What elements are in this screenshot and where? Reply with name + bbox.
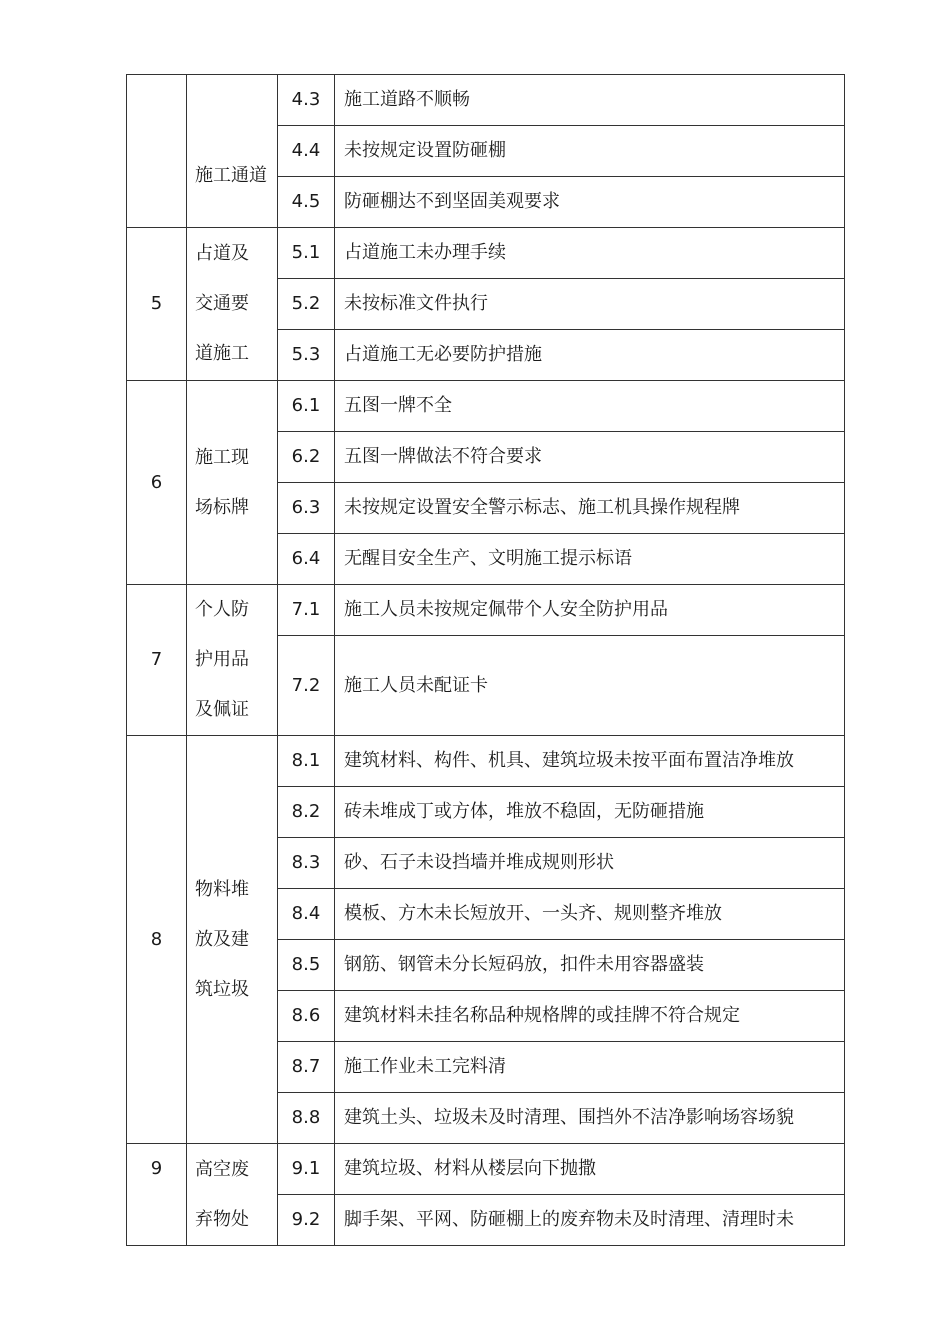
item-text: 砂、石子未设挡墙并堆成规则形状 [335,838,845,889]
inspection-table [126,74,845,1246]
category-text: 占道及交通要道施工 [195,243,249,364]
item-code: 5.2 [278,279,335,330]
group-number: 6 [127,381,187,585]
item-text: 占道施工未办理手续 [335,228,845,279]
group-number: 5 [127,228,187,381]
item-code: 6.2 [278,432,335,483]
item-text: 建筑材料未挂名称品种规格牌的或挂牌不符合规定 [335,991,845,1042]
item-code: 6.1 [278,381,335,432]
group-number: 7 [127,585,187,736]
item-text: 施工作业未工完料清 [335,1042,845,1093]
item-code: 8.2 [278,787,335,838]
item-code: 8.6 [278,991,335,1042]
item-text: 五图一牌做法不符合要求 [335,432,845,483]
item-code: 5.1 [278,228,335,279]
item-text: 施工道路不顺畅 [335,75,845,126]
group-category [187,1144,278,1246]
item-text: 脚手架、平网、防砸棚上的废弃物未及时清理、清理时未 [335,1195,845,1246]
item-code: 6.4 [278,534,335,585]
item-text: 无醒目安全生产、文明施工提示标语 [335,534,845,585]
item-code: 8.4 [278,889,335,940]
category-text: 物料堆放及建筑垃圾 [195,878,249,1000]
item-text: 砖未堆成丁或方体，堆放不稳固，无防砸措施 [335,787,845,838]
group-number: 9 [127,1144,187,1246]
item-code: 9.1 [278,1144,335,1195]
group-category [187,228,278,381]
category-text: 高空废弃物处 [195,1158,249,1230]
category-text: 施工现场标牌 [195,446,249,518]
item-text: 建筑土头、垃圾未及时清理、围挡外不洁净影响场容场貌 [335,1093,845,1144]
item-code: 6.3 [278,483,335,534]
item-text: 未按标准文件执行 [335,279,845,330]
item-text: 建筑材料、构件、机具、建筑垃圾未按平面布置洁净堆放 [335,736,845,787]
group-category [187,585,278,736]
item-code: 5.3 [278,330,335,381]
item-code: 8.5 [278,940,335,991]
group-number [127,75,187,228]
item-code: 9.2 [278,1195,335,1246]
item-text: 施工人员未配证卡 [335,636,845,736]
item-code: 8.8 [278,1093,335,1144]
item-code: 8.1 [278,736,335,787]
item-text: 钢筋、钢管未分长短码放，扣件未用容器盛装 [335,940,845,991]
item-text: 建筑垃圾、材料从楼层向下抛撒 [335,1144,845,1195]
category-text: 个人防护用品及佩证 [195,599,249,720]
item-code: 8.7 [278,1042,335,1093]
item-text: 施工人员未按规定佩带个人安全防护用品 [335,585,845,636]
item-text: 模板、方木未长短放开、一头齐、规则整齐堆放 [335,889,845,940]
category-text: 施工通道 [195,165,267,186]
group-number: 8 [127,736,187,1144]
item-text: 未按规定设置防砸棚 [335,126,845,177]
item-code: 4.5 [278,177,335,228]
item-code: 4.4 [278,126,335,177]
group-category [187,381,278,585]
item-text: 五图一牌不全 [335,381,845,432]
item-code: 8.3 [278,838,335,889]
group-category [187,75,278,228]
item-text: 防砸棚达不到坚固美观要求 [335,177,845,228]
item-code: 7.2 [278,636,335,736]
item-code: 4.3 [278,75,335,126]
item-text: 占道施工无必要防护措施 [335,330,845,381]
item-text: 未按规定设置安全警示标志、施工机具操作规程牌 [335,483,845,534]
item-code: 7.1 [278,585,335,636]
group-category [187,736,278,1144]
